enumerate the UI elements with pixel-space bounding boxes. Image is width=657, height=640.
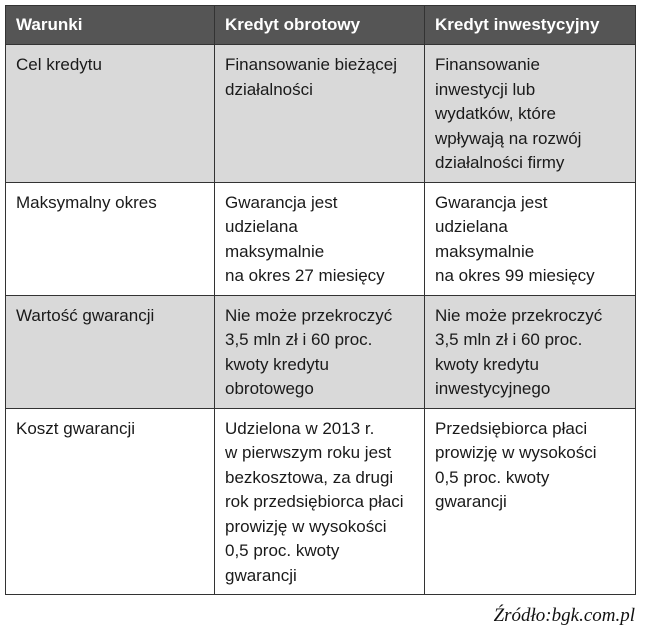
- cell-inwestycyjny-wartosc: Nie może przekroczyć 3,5 mln zł i 60 proc. kwoty kredytu inwestycyjnego: [425, 295, 636, 408]
- cell-obrotowy-wartosc: Nie może przekroczyć 3,5 mln zł i 60 proc. kwoty kredytu obrotowego: [215, 295, 425, 408]
- row-label-koszt-gwarancji: Koszt gwarancji: [6, 408, 215, 595]
- row-label-cel-kredytu: Cel kredytu: [6, 45, 215, 183]
- table-row: [6, 45, 636, 183]
- cell-inwestycyjny-koszt: Przedsiębiorca płaci prowizję w wysokości 0,5 proc. kwoty gwarancji: [425, 408, 636, 595]
- header-kredyt-obrotowy: Kredyt obrotowy: [215, 6, 425, 45]
- cell-obrotowy-okres: Gwarancja jest udzielana maksymalnie na okres 27 miesięcy: [215, 182, 425, 295]
- cell-inwestycyjny-okres: Gwarancja jest udzielana maksymalnie na okres 99 miesięcy: [425, 182, 636, 295]
- table-row: [6, 182, 636, 295]
- credit-comparison-table: [5, 5, 636, 595]
- header-warunki: Warunki: [6, 6, 215, 45]
- source-caption: Źródło:bgk.com.pl: [493, 605, 635, 626]
- comparison-table-container: [5, 5, 635, 595]
- header-kredyt-inwestycyjny: Kredyt inwestycyjny: [425, 6, 636, 45]
- cell-inwestycyjny-cel: Finansowanie inwestycji lub wydatków, które wpływają na rozwój działalności firmy: [425, 45, 636, 183]
- row-label-wartosc-gwarancji: Wartość gwarancji: [6, 295, 215, 408]
- cell-obrotowy-koszt: Udzielona w 2013 r. w pierwszym roku jest bezkosztowa, za drugi rok przedsiębiorca płaci prowizję w wysokości 0,5 proc. kwoty gwarancji: [215, 408, 425, 595]
- table-row: [6, 408, 636, 595]
- cell-obrotowy-cel: Finansowanie bieżącej działalności: [215, 45, 425, 183]
- table-row: [6, 295, 636, 408]
- table-header-row: [6, 6, 636, 45]
- row-label-maksymalny-okres: Maksymalny okres: [6, 182, 215, 295]
